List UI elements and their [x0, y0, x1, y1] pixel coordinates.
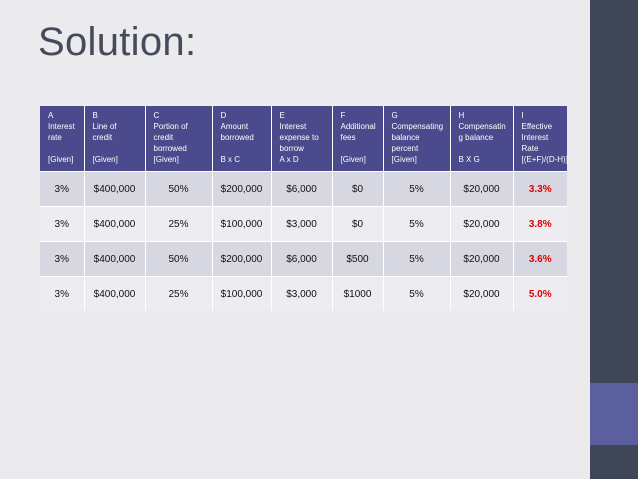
header-cell-e [271, 106, 332, 172]
header-line: Compensating [391, 122, 444, 131]
header-letter: A [48, 111, 54, 120]
cell-interest-rate: 3% [40, 172, 84, 207]
header-letter: I [521, 111, 524, 120]
cell-amount-borrowed: $100,000 [212, 277, 271, 312]
header-line: [Given] [340, 155, 366, 164]
header-line: borrow [279, 144, 304, 153]
cell-interest-expense: $6,000 [271, 172, 332, 207]
cell-interest-rate: 3% [40, 277, 84, 312]
header-line: fees [340, 133, 356, 142]
cell-effective-rate: 3.3% [513, 172, 567, 207]
cell-interest-expense: $6,000 [271, 242, 332, 277]
header-line: [Given] [92, 155, 118, 164]
header-line: expense to [279, 133, 319, 142]
cell-line-of-credit: $400,000 [84, 207, 145, 242]
header-cell-c [145, 106, 212, 172]
slide-title: Solution: [38, 20, 197, 64]
cell-interest-rate: 3% [40, 207, 84, 242]
cell-effective-rate: 3.8% [513, 207, 567, 242]
header-line: rate [48, 133, 62, 142]
header-line: percent [391, 144, 419, 153]
cell-line-of-credit: $400,000 [84, 172, 145, 207]
header-line: Portion of [153, 122, 188, 131]
table-row [40, 172, 567, 207]
header-line: [Given] [48, 155, 74, 164]
side-accent-block [590, 383, 638, 445]
header-line: borrowed [153, 144, 187, 153]
header-line: Effective [521, 122, 553, 131]
cell-compensating-percent: 5% [383, 172, 450, 207]
header-line: Rate [521, 144, 539, 153]
header-line: A x D [279, 155, 299, 164]
header-letter: B [92, 111, 98, 120]
cell-effective-rate: 3.6% [513, 242, 567, 277]
header-line: B x C [220, 155, 241, 164]
table-row [40, 242, 567, 277]
cell-interest-expense: $3,000 [271, 277, 332, 312]
header-line: credit [153, 133, 174, 142]
header-line: Interest [48, 122, 75, 131]
table-row [40, 277, 567, 312]
cell-compensating-balance: $20,000 [450, 172, 513, 207]
cell-effective-rate: 5.0% [513, 277, 567, 312]
solution-table [40, 106, 567, 311]
header-letter: H [458, 111, 465, 120]
cell-compensating-percent: 5% [383, 207, 450, 242]
header-cell-a [40, 106, 84, 172]
header-letter: C [153, 111, 160, 120]
cell-line-of-credit: $400,000 [84, 242, 145, 277]
header-letter: D [220, 111, 227, 120]
cell-compensating-balance: $20,000 [450, 277, 513, 312]
header-line: Amount [220, 122, 249, 131]
header-line: Compensatin [458, 122, 506, 131]
header-cell-h [450, 106, 513, 172]
cell-line-of-credit: $400,000 [84, 277, 145, 312]
cell-compensating-percent: 5% [383, 277, 450, 312]
cell-compensating-balance: $20,000 [450, 242, 513, 277]
cell-additional-fees: $500 [332, 242, 383, 277]
header-line: [(E+F)/(D-H)] [521, 155, 568, 164]
cell-amount-borrowed: $100,000 [212, 207, 271, 242]
header-cell-b [84, 106, 145, 172]
header-line: credit [92, 133, 113, 142]
cell-additional-fees: $0 [332, 207, 383, 242]
cell-interest-rate: 3% [40, 242, 84, 277]
header-letter: F [340, 111, 346, 120]
cell-additional-fees: $1000 [332, 277, 383, 312]
cell-interest-expense: $3,000 [271, 207, 332, 242]
header-line: Line of [92, 122, 117, 131]
header-line: Interest [521, 133, 549, 142]
header-line: Additional [340, 122, 376, 131]
header-line: g balance [458, 133, 494, 142]
header-line: Interest [279, 122, 307, 131]
cell-portion-borrowed: 50% [145, 172, 212, 207]
header-letter: G [391, 111, 398, 120]
header-line: B X G [458, 155, 480, 164]
header-cell-i [513, 106, 567, 172]
cell-compensating-percent: 5% [383, 242, 450, 277]
cell-compensating-balance: $20,000 [450, 207, 513, 242]
cell-portion-borrowed: 25% [145, 277, 212, 312]
cell-amount-borrowed: $200,000 [212, 172, 271, 207]
header-cell-g [383, 106, 450, 172]
header-letter: E [279, 111, 285, 120]
header-line: balance [391, 133, 420, 142]
cell-amount-borrowed: $200,000 [212, 242, 271, 277]
header-row [40, 106, 567, 172]
cell-portion-borrowed: 50% [145, 242, 212, 277]
cell-additional-fees: $0 [332, 172, 383, 207]
cell-portion-borrowed: 25% [145, 207, 212, 242]
header-line: [Given] [153, 155, 179, 164]
header-line: [Given] [391, 155, 417, 164]
header-cell-d [212, 106, 271, 172]
header-cell-f [332, 106, 383, 172]
header-line: borrowed [220, 133, 254, 142]
table-row [40, 207, 567, 242]
